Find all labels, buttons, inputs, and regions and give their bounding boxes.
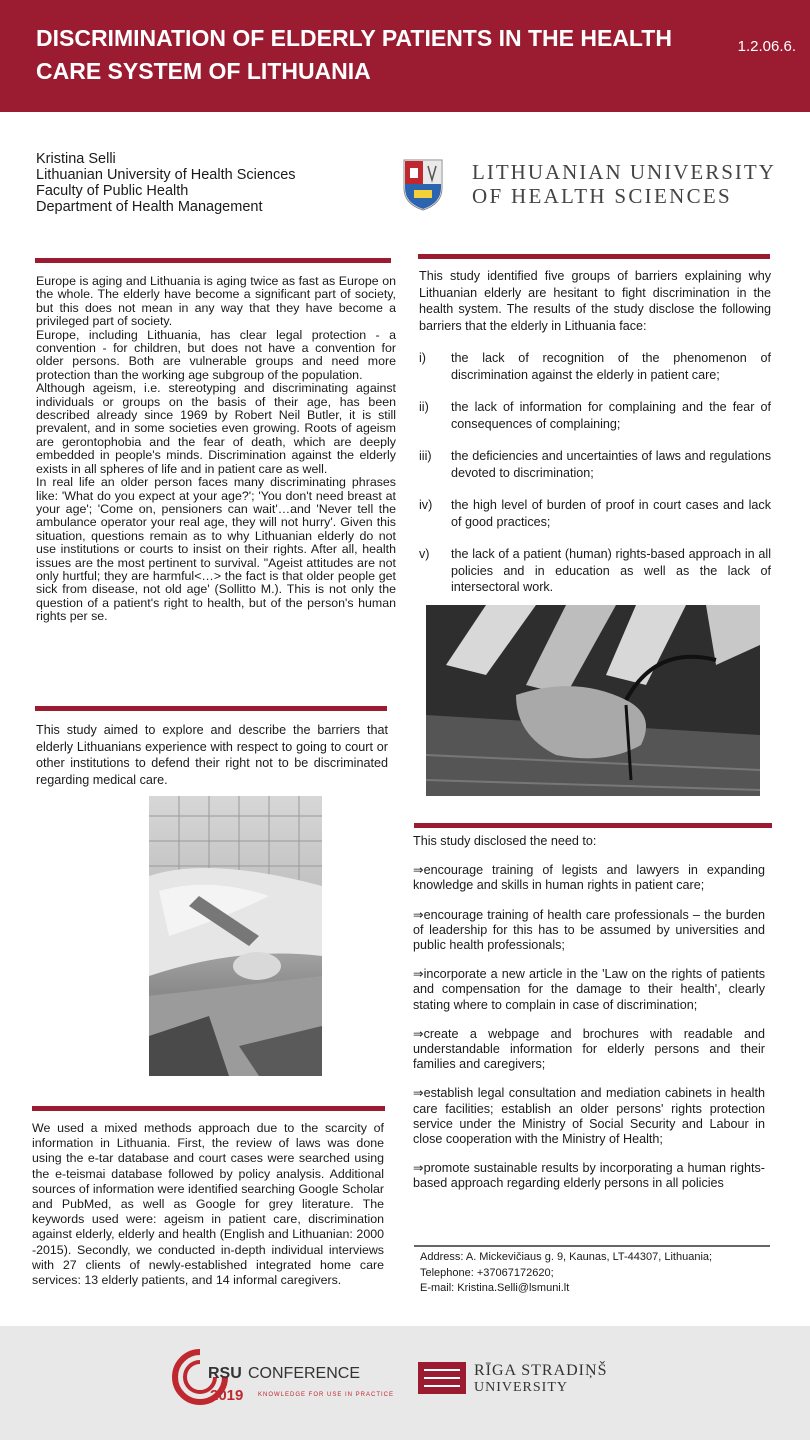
author-faculty: Faculty of Public Health — [36, 183, 189, 199]
arrow-bullet-icon: ⇒ — [413, 1086, 424, 1101]
photo-bed-scene — [149, 796, 322, 1076]
conclusion-text: incorporate a new article in the 'Law on the rights of patients and compensation for the damage to their health', clearly stating where to complain in case of discrimination; — [413, 967, 765, 1012]
contact-block — [420, 1250, 770, 1297]
conclusion-item — [413, 1086, 765, 1147]
conclusion-item — [413, 967, 765, 1013]
barrier-number: iii) — [419, 449, 432, 463]
barrier-text: the high level of burden of proof in court cases and lack of good practices; — [451, 498, 771, 529]
poster-title: DISCRIMINATION OF ELDERLY PATIENTS IN THE HEALTH CARE SYSTEM OF LITHUANIA — [36, 25, 672, 84]
introduction-paragraph: Europe, including Lithuania, has clear legal protection - a convention - for children, but does not have a convention for older persons. Both are vulnerable groups and need more protection than the working age subgroup of the population. — [36, 327, 396, 382]
section-divider-introduction — [35, 258, 391, 263]
rsu-conference-text: CONFERENCE — [248, 1365, 361, 1382]
section-divider-conclusions — [414, 823, 772, 828]
barrier-text: the lack of information for complaining and the fear of consequences of complaining; — [451, 400, 771, 431]
university-name-line1: LITHUANIAN UNIVERSITY — [472, 160, 776, 184]
university-name-line2: OF HEALTH SCIENCES — [472, 184, 732, 208]
conclusion-text: encourage training of health care professionals – the burden of leadership for this has to be assumed by universities and public health professionals; — [413, 907, 765, 953]
barrier-text: the deficiencies and uncertainties of laws and regulations devoted to discrimination; — [451, 449, 771, 480]
barrier-list — [419, 350, 771, 596]
barrier-number: iv) — [419, 498, 433, 512]
barrier-item — [419, 350, 771, 383]
rsu-tagline: KNOWLEDGE FOR USE IN PRACTICE — [258, 1392, 395, 1398]
introduction-paragraph: In real life an older person faces many discriminating phrases like: 'What do you expect at your age?'; 'You don't need breast at your age'; 'Come on, pensioners can wait'…and 'Never tell the ambulance operator your real age, they will not hurry'. Given this situation, questions remain as to why Lithuanian elderly do not use institutions or courts to insist on their rights. After all, health issues are the most pertinent to survival. "Ageist attitudes are not only hurtful; they are harmful<…> the fact is that older people get sick from disease, not old age' (Sollitto M.). This is not only the question of a patient's right to health, but of the person's human rights per se. — [36, 475, 396, 624]
conclusion-item — [413, 863, 765, 893]
conclusion-text: create a webpage and brochures with readable and understandable information for elderly persons and their families and caregivers; — [413, 1026, 765, 1072]
conclusion-text: establish legal consultation and mediation cabinets in health care facilities; establish an older persons' rights protection service under the Ministry of Social Security and Labour in close cooperation with the Ministry of Health; — [413, 1086, 765, 1147]
barrier-number: v) — [419, 547, 430, 561]
riga-stradins-mark-icon — [418, 1362, 466, 1394]
conclusions-section — [413, 834, 765, 1192]
section-divider-results — [418, 254, 770, 259]
arrow-bullet-icon: ⇒ — [413, 1161, 424, 1176]
barrier-number: i) — [419, 351, 426, 365]
rsu-brand: RSU — [208, 1365, 242, 1382]
aim-text: This study aimed to explore and describe the barriers that elderly Lithuanians experience with respect to going to court or other institutions to defend their right not to be discriminated regarding medical care. — [36, 723, 388, 787]
author-block — [36, 151, 296, 215]
arrow-bullet-icon: ⇒ — [413, 907, 424, 922]
barrier-item — [419, 497, 771, 530]
author-name: Kristina Selli — [36, 151, 116, 167]
section-divider-aim — [35, 706, 387, 711]
conclusion-text: promote sustainable results by incorporating a human rights-based approach regarding elderly persons in all policies — [413, 1161, 765, 1191]
conclusion-text: encourage training of legists and lawyers in expanding knowledge and skills in human rights in patient care; — [413, 863, 765, 893]
footer — [0, 1326, 810, 1440]
conclusion-item — [413, 1161, 765, 1191]
riga-name-line2: UNIVERSITY — [474, 1380, 568, 1395]
arrow-bullet-icon: ⇒ — [413, 1026, 424, 1041]
contact-address: Address: A. Mickevičiaus g. 9, Kaunas, LT-44307, Lithuania; — [420, 1251, 713, 1263]
methods-text: We used a mixed methods approach due to the scarcity of information in Lithuania. First, the review of laws was done using the e-tar database and court cases were searched using the e-teismai database followed by policy analysis. Additional sources of information were identified searching Google Scholar and PubMed, as well as Google for grey literature. The keywords used were: ageism in patient care, discrimination against elderly, elderly and health (English and Lithuanian: 2000 -2015). Secondly, we conducted in-depth individual interviews with 27 clients of newly-established integrated home care services: 13 elderly patients, and 14 informal caregivers. — [32, 1121, 384, 1288]
contact-phone: Telephone: +37067172620; — [420, 1266, 554, 1279]
introduction-text — [36, 275, 396, 624]
section-divider-methods — [32, 1106, 385, 1111]
university-logo — [402, 158, 782, 212]
introduction-paragraph: Although ageism, i.e. stereotyping and discriminating against individuals or groups on the basis of their age, has been described already since 1969 by Robert Neil Butler, it is still prevalent, and in some societies even growing. Roots of ageism are gerontophobia and the fear of death, which are deeply embedded in people's minds. Discrimination against the elderly exists in all spheres of life and in patient care as well. — [36, 381, 396, 476]
author-department: Department of Health Management — [36, 199, 263, 215]
conclusion-item — [413, 908, 765, 954]
arrow-bullet-icon: ⇒ — [413, 967, 424, 982]
photo-elderly-in-bed — [149, 796, 322, 1076]
results-intro: This study identified five groups of barriers explaining why Lithuanian elderly are hesitant to fight discrimination in the health system. The results of the study disclose the following barriers that the elderly in Lithuania face: — [419, 269, 771, 333]
contact-divider — [414, 1245, 770, 1247]
barrier-item — [419, 448, 771, 481]
author-affiliation: Lithuanian University of Health Sciences — [36, 167, 296, 183]
photo-elderly-hand — [426, 605, 760, 796]
university-crest-icon — [402, 158, 444, 212]
conclusion-item — [413, 1027, 765, 1073]
arrow-bullet-icon: ⇒ — [413, 863, 424, 878]
rsu-year: 2019 — [210, 1387, 244, 1404]
barrier-text: the lack of a patient (human) rights-based approach in all policies and in education as well as the lack of intersectoral work. — [451, 547, 771, 594]
poster-code: 1.2.06.6. — [737, 38, 796, 55]
barrier-number: ii) — [419, 400, 429, 414]
barrier-text: the lack of recognition of the phenomenon of discrimination against the elderly in patient care; — [451, 351, 771, 382]
introduction-paragraph: Europe is aging and Lithuania is aging twice as fast as Europe on the whole. The elderly have become a significant part of society, but this does not mean in any way that they have become a privileged part of society. — [36, 274, 396, 329]
results-section — [419, 268, 771, 612]
riga-name-line1: RĪGA STRADIŅŠ — [474, 1362, 608, 1379]
conclusions-intro: This study disclosed the need to: — [413, 834, 597, 848]
barrier-item — [419, 399, 771, 432]
rsu-conference-logo — [170, 1345, 400, 1411]
photo-hand-scene — [426, 605, 760, 796]
contact-email: E-mail: Kristina.Selli@lsmuni.lt — [420, 1282, 570, 1294]
barrier-item — [419, 546, 771, 596]
riga-stradins-logo — [418, 1360, 618, 1400]
